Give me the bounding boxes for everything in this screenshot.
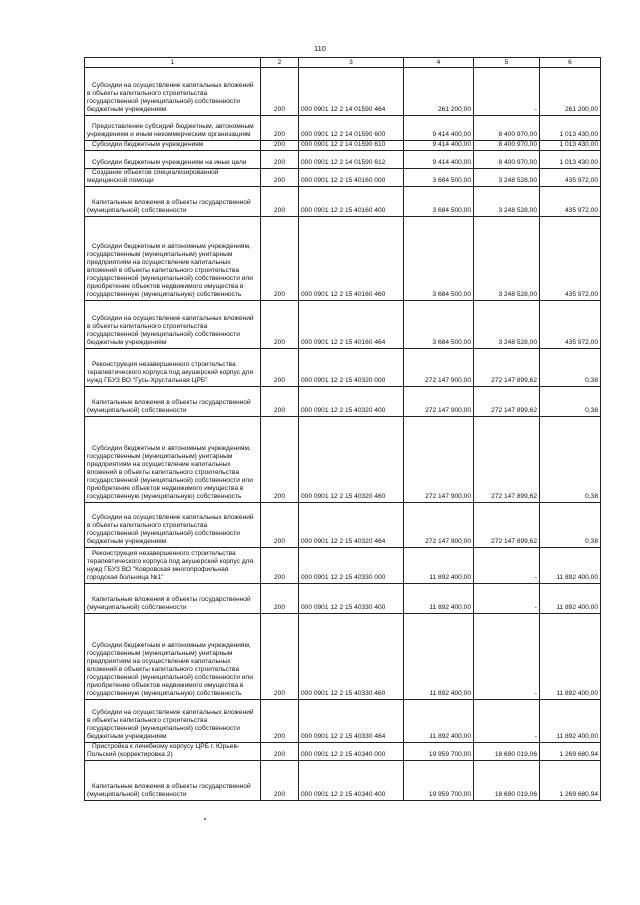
row-kbk-cell: 000 0901 12 2 15 40320 000 <box>299 349 404 387</box>
page-number: 110 <box>314 44 326 53</box>
table-header-row <box>85 58 601 68</box>
row-amount-executed-cell: 272 147 899,62 <box>474 349 540 387</box>
row-name-cell: Субсидии бюджетным учреждениям на иные цели <box>85 151 261 169</box>
row-amount-executed-cell: - <box>474 700 540 743</box>
row-kbk-cell: 000 0901 12 2 15 40160 460 <box>299 217 404 301</box>
row-name-cell: Субсидии на осуществление капитальных вложений в объекты капитального строительства государственной (муниципальной) собственности бюджетным учреждениям <box>85 503 261 548</box>
row-amount-plan-cell: 11 892 400,00 <box>404 584 474 614</box>
row-amount-plan-cell: 3 684 500,00 <box>404 169 474 187</box>
row-amount-plan-cell: 3 684 500,00 <box>404 187 474 217</box>
row-amount-remainder-cell: 11 892 400,00 <box>540 548 601 584</box>
row-code-cell: 200 <box>261 217 299 301</box>
row-code-cell: 200 <box>261 141 299 151</box>
table-row <box>85 761 601 801</box>
row-name-cell: Пристройка к лечебному корпусу ЦРБ г. Юрьев-Польский (корректировка 2) <box>85 743 261 761</box>
column-header-4: 4 <box>404 58 474 68</box>
row-kbk-cell: 000 0901 12 2 14 01590 610 <box>299 141 404 151</box>
row-amount-remainder-cell: 11 892 400,00 <box>540 700 601 743</box>
row-code-cell: 200 <box>261 68 299 116</box>
row-amount-plan-cell: 272 147 900,00 <box>404 417 474 503</box>
row-amount-remainder-cell: 435 972,00 <box>540 217 601 301</box>
row-name-cell: Капитальные вложения в объекты государственной (муниципальной) собственности <box>85 584 261 614</box>
row-name-cell: Субсидии на осуществление капитальных вложений в объекты капитального строительства государственной (муниципальной) собственности бюджетным учреждениям <box>85 301 261 349</box>
row-amount-executed-cell: 272 147 899,62 <box>474 387 540 417</box>
row-kbk-cell: 000 0901 12 2 15 40160 464 <box>299 301 404 349</box>
row-kbk-cell: 000 0901 12 2 14 01590 600 <box>299 116 404 141</box>
row-code-cell: 200 <box>261 417 299 503</box>
table-row <box>85 584 601 614</box>
row-amount-remainder-cell: 1 269 680,94 <box>540 761 601 801</box>
table-row <box>85 116 601 141</box>
row-name-cell: Реконструкция незавершенного строительства терапевтического корпуса под акушерский корпус для нужд ГБУЗ ВО "Ковровская многопрофильная городская больница №1" <box>85 548 261 584</box>
table-row <box>85 614 601 700</box>
row-amount-executed-cell: 8 400 970,00 <box>474 116 540 141</box>
row-amount-plan-cell: 272 147 900,00 <box>404 503 474 548</box>
row-code-cell: 200 <box>261 187 299 217</box>
scan-speck <box>204 818 206 820</box>
row-name-cell: Субсидии на осуществление капитальных вложений в объекты капитального строительства государственной (муниципальной) собственности бюджетным учреждениям <box>85 68 261 116</box>
row-amount-remainder-cell: 435 972,00 <box>540 301 601 349</box>
table-row <box>85 743 601 761</box>
row-code-cell: 200 <box>261 503 299 548</box>
row-amount-executed-cell: 8 400 970,00 <box>474 141 540 151</box>
row-amount-executed-cell: 18 690 019,06 <box>474 761 540 801</box>
row-name-cell: Создание объектов специализированной медицинской помощи <box>85 169 261 187</box>
row-amount-executed-cell: 272 147 899,62 <box>474 417 540 503</box>
row-name-cell: Предоставление субсидий бюджетным, автономным учреждениям и иным некоммерческим организациям <box>85 116 261 141</box>
row-amount-remainder-cell: 435 972,00 <box>540 187 601 217</box>
row-amount-plan-cell: 272 147 900,00 <box>404 387 474 417</box>
row-name-cell: Реконструкция незавершенного строительства терапевтического корпуса под акушерский корпус для нужд ГБУЗ ВО "Гусь-Хрустальная ЦРБ" <box>85 349 261 387</box>
row-amount-remainder-cell: 1 013 430,00 <box>540 116 601 141</box>
row-code-cell: 200 <box>261 387 299 417</box>
column-header-1: 1 <box>85 58 261 68</box>
table-row <box>85 417 601 503</box>
row-amount-executed-cell: 3 248 528,00 <box>474 301 540 349</box>
table-row <box>85 187 601 217</box>
table-row <box>85 301 601 349</box>
row-amount-plan-cell: 11 892 400,00 <box>404 700 474 743</box>
row-code-cell: 200 <box>261 349 299 387</box>
row-name-cell: Субсидии бюджетным и автономным учреждениям, государственным (муниципальным) унитарным предприятиям на осуществление капитальных вложений в объекты капитального строительства государственной (муниципальной) собственности или приобретение объектов недвижимого имущества в государственную (муниципальную) собственность <box>85 614 261 700</box>
row-kbk-cell: 000 0901 12 2 15 40330 400 <box>299 584 404 614</box>
row-kbk-cell: 000 0901 12 2 14 01590 612 <box>299 151 404 169</box>
budget-table <box>84 57 601 801</box>
row-name-cell: Субсидии бюджетным учреждениям <box>85 141 261 151</box>
table-row <box>85 700 601 743</box>
row-amount-remainder-cell: 1 013 430,00 <box>540 141 601 151</box>
row-amount-plan-cell: 19 959 700,00 <box>404 761 474 801</box>
column-header-2: 2 <box>261 58 299 68</box>
row-kbk-cell: 000 0901 12 2 15 40320 460 <box>299 417 404 503</box>
row-name-cell: Капитальные вложения в объекты государственной (муниципальной) собственности <box>85 761 261 801</box>
row-amount-plan-cell: 11 892 400,00 <box>404 614 474 700</box>
row-amount-remainder-cell: 11 892 400,00 <box>540 584 601 614</box>
row-amount-remainder-cell: 0,38 <box>540 503 601 548</box>
row-amount-plan-cell: 261 200,00 <box>404 68 474 116</box>
table-row <box>85 548 601 584</box>
row-kbk-cell: 000 0901 12 2 14 01590 464 <box>299 68 404 116</box>
row-amount-plan-cell: 9 414 400,00 <box>404 151 474 169</box>
row-amount-executed-cell: 3 248 528,00 <box>474 169 540 187</box>
row-code-cell: 200 <box>261 116 299 141</box>
column-header-6: 6 <box>540 58 601 68</box>
row-amount-plan-cell: 19 959 700,00 <box>404 743 474 761</box>
row-amount-remainder-cell: 0,38 <box>540 349 601 387</box>
row-amount-executed-cell: 3 248 528,00 <box>474 217 540 301</box>
column-header-3: 3 <box>299 58 404 68</box>
row-kbk-cell: 000 0901 12 2 15 40160 400 <box>299 187 404 217</box>
row-name-cell: Субсидии на осуществление капитальных вложений в объекты капитального строительства государственной (муниципальной) собственности бюджетным учреждениям <box>85 700 261 743</box>
table-row <box>85 217 601 301</box>
row-code-cell: 200 <box>261 169 299 187</box>
row-name-cell: Капитальные вложения в объекты государственной (муниципальной) собственности <box>85 387 261 417</box>
row-kbk-cell: 000 0901 12 2 15 40330 000 <box>299 548 404 584</box>
column-header-5: 5 <box>474 58 540 68</box>
row-amount-executed-cell: 272 147 899,62 <box>474 503 540 548</box>
row-kbk-cell: 000 0901 12 2 15 40330 460 <box>299 614 404 700</box>
row-amount-remainder-cell: 1 013 430,00 <box>540 151 601 169</box>
row-amount-executed-cell: 3 248 528,00 <box>474 187 540 217</box>
row-kbk-cell: 000 0901 12 2 15 40340 000 <box>299 743 404 761</box>
row-amount-plan-cell: 3 684 500,00 <box>404 217 474 301</box>
row-kbk-cell: 000 0901 12 2 15 40320 400 <box>299 387 404 417</box>
row-amount-remainder-cell: 261 200,00 <box>540 68 601 116</box>
row-code-cell: 200 <box>261 700 299 743</box>
row-amount-plan-cell: 3 684 500,00 <box>404 301 474 349</box>
row-code-cell: 200 <box>261 548 299 584</box>
table-row <box>85 349 601 387</box>
row-amount-executed-cell: - <box>474 584 540 614</box>
row-code-cell: 200 <box>261 761 299 801</box>
row-amount-remainder-cell: 11 892 400,00 <box>540 614 601 700</box>
row-code-cell: 200 <box>261 151 299 169</box>
row-code-cell: 200 <box>261 301 299 349</box>
row-amount-executed-cell: 8 400 970,00 <box>474 151 540 169</box>
row-amount-remainder-cell: 0,38 <box>540 417 601 503</box>
row-amount-executed-cell: - <box>474 68 540 116</box>
row-name-cell: Субсидии бюджетным и автономным учреждениям, государственным (муниципальным) унитарным предприятиям на осуществление капитальных вложений в объекты капитального строительства государственной (муниципальной) собственности или приобретение объектов недвижимого имущества в государственную (муниципальную) собственность <box>85 217 261 301</box>
row-amount-plan-cell: 9 414 400,00 <box>404 116 474 141</box>
row-code-cell: 200 <box>261 584 299 614</box>
row-kbk-cell: 000 0901 12 2 15 40330 464 <box>299 700 404 743</box>
row-amount-executed-cell: - <box>474 614 540 700</box>
row-kbk-cell: 000 0901 12 2 15 40320 464 <box>299 503 404 548</box>
row-kbk-cell: 000 0901 12 2 15 40340 400 <box>299 761 404 801</box>
row-amount-executed-cell: 18 690 019,06 <box>474 743 540 761</box>
table-row <box>85 169 601 187</box>
table-row <box>85 387 601 417</box>
row-amount-remainder-cell: 0,38 <box>540 387 601 417</box>
row-amount-plan-cell: 272 147 900,00 <box>404 349 474 387</box>
table-row <box>85 68 601 116</box>
row-name-cell: Капитальные вложения в объекты государственной (муниципальной) собственности <box>85 187 261 217</box>
row-kbk-cell: 000 0901 12 2 15 40160 000 <box>299 169 404 187</box>
table-row <box>85 141 601 151</box>
table-row <box>85 503 601 548</box>
row-amount-remainder-cell: 435 972,00 <box>540 169 601 187</box>
row-amount-remainder-cell: 1 269 680,94 <box>540 743 601 761</box>
row-amount-executed-cell: - <box>474 548 540 584</box>
row-amount-plan-cell: 9 414 400,00 <box>404 141 474 151</box>
row-code-cell: 200 <box>261 743 299 761</box>
table-row <box>85 151 601 169</box>
row-name-cell: Субсидии бюджетным и автономным учреждениям, государственным (муниципальным) унитарным предприятиям на осуществление капитальных вложений в объекты капитального строительства государственной (муниципальной) собственности или приобретение объектов недвижимого имущества в государственную (муниципальную) собственность <box>85 417 261 503</box>
row-code-cell: 200 <box>261 614 299 700</box>
row-amount-plan-cell: 11 892 400,00 <box>404 548 474 584</box>
